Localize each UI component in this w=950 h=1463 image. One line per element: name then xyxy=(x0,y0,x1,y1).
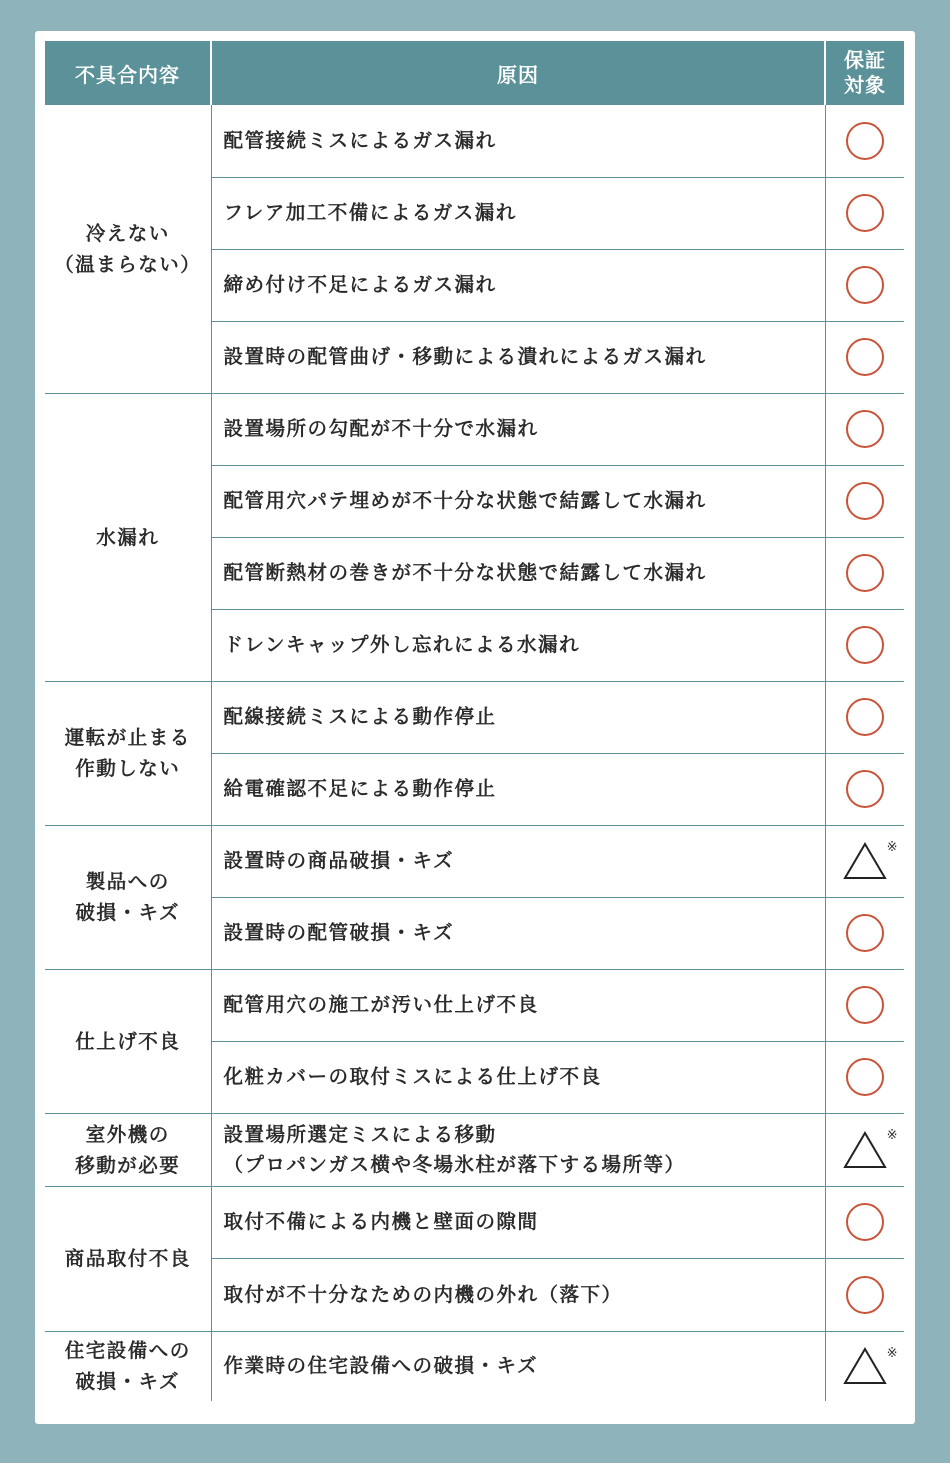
note-mark: ※ xyxy=(886,1127,899,1143)
cause-cell xyxy=(211,105,825,177)
table-row xyxy=(45,969,904,1041)
issue-label: 作動しない xyxy=(75,757,181,780)
cause-text: 取付不備による内機と壁面の隙間 xyxy=(223,1210,539,1233)
issue-label: 室外機の xyxy=(85,1122,170,1146)
cause-text: 設置場所選定ミスによる移動 xyxy=(223,1122,497,1146)
cause-text: 設置時の配管曲げ・移動による潰れによるガス漏れ xyxy=(223,345,707,368)
circle-icon xyxy=(846,914,884,952)
warranty-mark-cell xyxy=(825,393,904,465)
warranty-mark-cell xyxy=(825,969,904,1041)
warranty-mark-cell xyxy=(825,825,904,897)
table-header-row xyxy=(45,41,904,105)
cause-cell xyxy=(211,1258,825,1331)
warranty-card xyxy=(35,31,915,1424)
header-cause: 原因 xyxy=(211,41,825,105)
circle-icon xyxy=(846,986,884,1024)
circle-icon xyxy=(846,1203,884,1241)
circle-icon xyxy=(846,1058,884,1096)
cause-text: 設置時の配管破損・キズ xyxy=(223,921,455,944)
cause-text: フレア加工不備によるガス漏れ xyxy=(223,201,517,224)
issue-cell xyxy=(45,105,211,393)
cause-text: 締め付け不足によるガス漏れ xyxy=(223,273,497,296)
cause-text: 配管接続ミスによるガス漏れ xyxy=(223,128,497,152)
header-warranty xyxy=(825,41,904,105)
cause-cell xyxy=(211,753,825,825)
note-mark: ※ xyxy=(886,1345,899,1361)
circle-icon xyxy=(846,698,884,736)
warranty-mark-cell xyxy=(825,681,904,753)
cause-cell xyxy=(211,465,825,537)
issue-label: 破損・キズ xyxy=(75,901,181,924)
issue-label: （温まらない） xyxy=(54,252,202,276)
issue-label: 運転が止まる xyxy=(64,726,191,749)
circle-icon xyxy=(846,194,884,232)
cause-cell xyxy=(211,1331,825,1401)
warranty-mark-cell xyxy=(825,1331,904,1401)
cause-text: ドレンキャップ外し忘れによる水漏れ xyxy=(223,633,581,656)
cause-cell xyxy=(211,825,825,897)
cause-text: 配管用穴パテ埋めが不十分な状態で結露して水漏れ xyxy=(223,489,707,512)
issue-cell xyxy=(45,969,211,1113)
header-warranty-line2: 対象 xyxy=(844,73,886,97)
cause-cell xyxy=(211,393,825,465)
cause-text: 配管用穴の施工が汚い仕上げ不良 xyxy=(223,993,539,1016)
cause-cell xyxy=(211,969,825,1041)
cause-text: 作業時の住宅設備への破損・キズ xyxy=(223,1354,539,1378)
cause-cell xyxy=(211,249,825,321)
cause-cell xyxy=(211,609,825,681)
circle-icon xyxy=(846,338,884,376)
note-mark: ※ xyxy=(886,839,899,855)
table-row xyxy=(45,825,904,897)
table-body xyxy=(45,105,904,1401)
warranty-mark-cell xyxy=(825,753,904,825)
issue-cell xyxy=(45,1113,211,1186)
cause-text-line2: （プロパンガス横や冬場氷柱が落下する場所等） xyxy=(223,1152,686,1176)
issue-cell xyxy=(45,825,211,969)
table-row xyxy=(45,681,904,753)
cause-cell xyxy=(211,681,825,753)
warranty-mark-cell xyxy=(825,1113,904,1186)
cause-cell xyxy=(211,897,825,969)
issue-cell xyxy=(45,681,211,825)
warranty-mark-cell xyxy=(825,249,904,321)
circle-icon xyxy=(846,122,884,160)
table-row xyxy=(45,1331,904,1401)
triangle-icon xyxy=(843,1347,887,1385)
circle-icon xyxy=(846,482,884,520)
cause-text: 給電確認不足による動作停止 xyxy=(223,777,497,800)
circle-icon xyxy=(846,770,884,808)
cause-text: 設置時の商品破損・キズ xyxy=(223,849,455,872)
cause-cell xyxy=(211,1041,825,1113)
cause-text: 設置場所の勾配が不十分で水漏れ xyxy=(223,417,539,440)
table-row xyxy=(45,393,904,465)
cause-cell xyxy=(211,1186,825,1258)
issue-label: 移動が必要 xyxy=(75,1153,181,1177)
warranty-mark-cell xyxy=(825,1186,904,1258)
issue-label: 製品への xyxy=(85,870,170,893)
warranty-mark-cell xyxy=(825,465,904,537)
warranty-mark-cell xyxy=(825,105,904,177)
circle-icon xyxy=(846,626,884,664)
warranty-mark-cell xyxy=(825,609,904,681)
cause-cell xyxy=(211,1113,825,1186)
issue-label: 冷えない xyxy=(85,221,170,245)
issue-cell xyxy=(45,1186,211,1331)
issue-label: 破損・キズ xyxy=(75,1370,181,1394)
warranty-mark-cell xyxy=(825,321,904,393)
triangle-icon xyxy=(843,1131,887,1169)
cause-cell xyxy=(211,537,825,609)
issue-label: 水漏れ xyxy=(96,525,160,549)
warranty-mark-cell xyxy=(825,537,904,609)
cause-text: 化粧カバーの取付ミスによる仕上げ不良 xyxy=(223,1065,602,1088)
cause-text: 配線接続ミスによる動作停止 xyxy=(223,705,497,728)
circle-icon xyxy=(846,1276,884,1314)
issue-label: 商品取付不良 xyxy=(64,1247,191,1270)
issue-cell xyxy=(45,1331,211,1401)
table-row xyxy=(45,1186,904,1258)
issue-label: 仕上げ不良 xyxy=(75,1029,181,1053)
circle-icon xyxy=(846,554,884,592)
table-row xyxy=(45,105,904,177)
header-warranty-line1: 保証 xyxy=(844,48,886,72)
circle-icon xyxy=(846,266,884,304)
issue-cell xyxy=(45,393,211,681)
cause-cell xyxy=(211,177,825,249)
warranty-table xyxy=(45,41,904,1401)
cause-cell xyxy=(211,321,825,393)
warranty-mark-cell xyxy=(825,897,904,969)
warranty-mark-cell xyxy=(825,1041,904,1113)
circle-icon xyxy=(846,410,884,448)
table-row xyxy=(45,1113,904,1186)
cause-text: 取付が不十分なための内機の外れ（落下） xyxy=(223,1282,623,1306)
warranty-mark-cell xyxy=(825,1258,904,1331)
issue-label: 住宅設備への xyxy=(64,1339,191,1363)
header-issue: 不具合内容 xyxy=(45,41,211,105)
warranty-mark-cell xyxy=(825,177,904,249)
cause-text: 配管断熱材の巻きが不十分な状態で結露して水漏れ xyxy=(223,561,707,584)
triangle-icon xyxy=(843,842,887,880)
